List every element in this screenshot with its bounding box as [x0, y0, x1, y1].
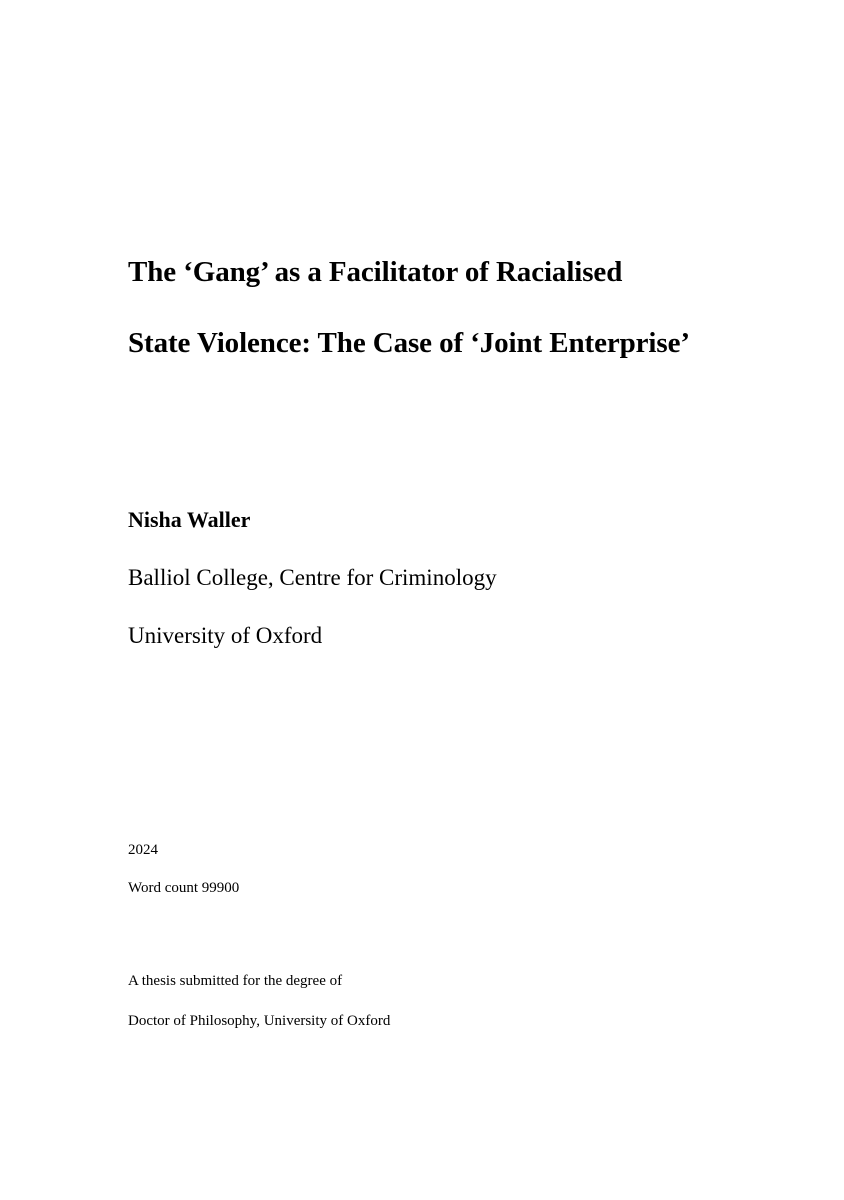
submission-statement-line-2: Doctor of Philosophy, University of Oxford: [128, 1013, 391, 1029]
thesis-year: 2024: [128, 842, 158, 858]
submission-statement-line-1: A thesis submitted for the degree of: [128, 973, 343, 989]
author-affiliation-university: University of Oxford: [128, 623, 323, 648]
author-name: Nisha Waller: [128, 507, 251, 532]
thesis-title-line-2: State Violence: The Case of ‘Joint Enterprise’: [128, 327, 690, 359]
author-affiliation-college: Balliol College, Centre for Criminology: [128, 565, 497, 590]
thesis-title-line-1: The ‘Gang’ as a Facilitator of Racialised: [128, 256, 623, 288]
word-count: Word count 99900: [128, 880, 240, 896]
